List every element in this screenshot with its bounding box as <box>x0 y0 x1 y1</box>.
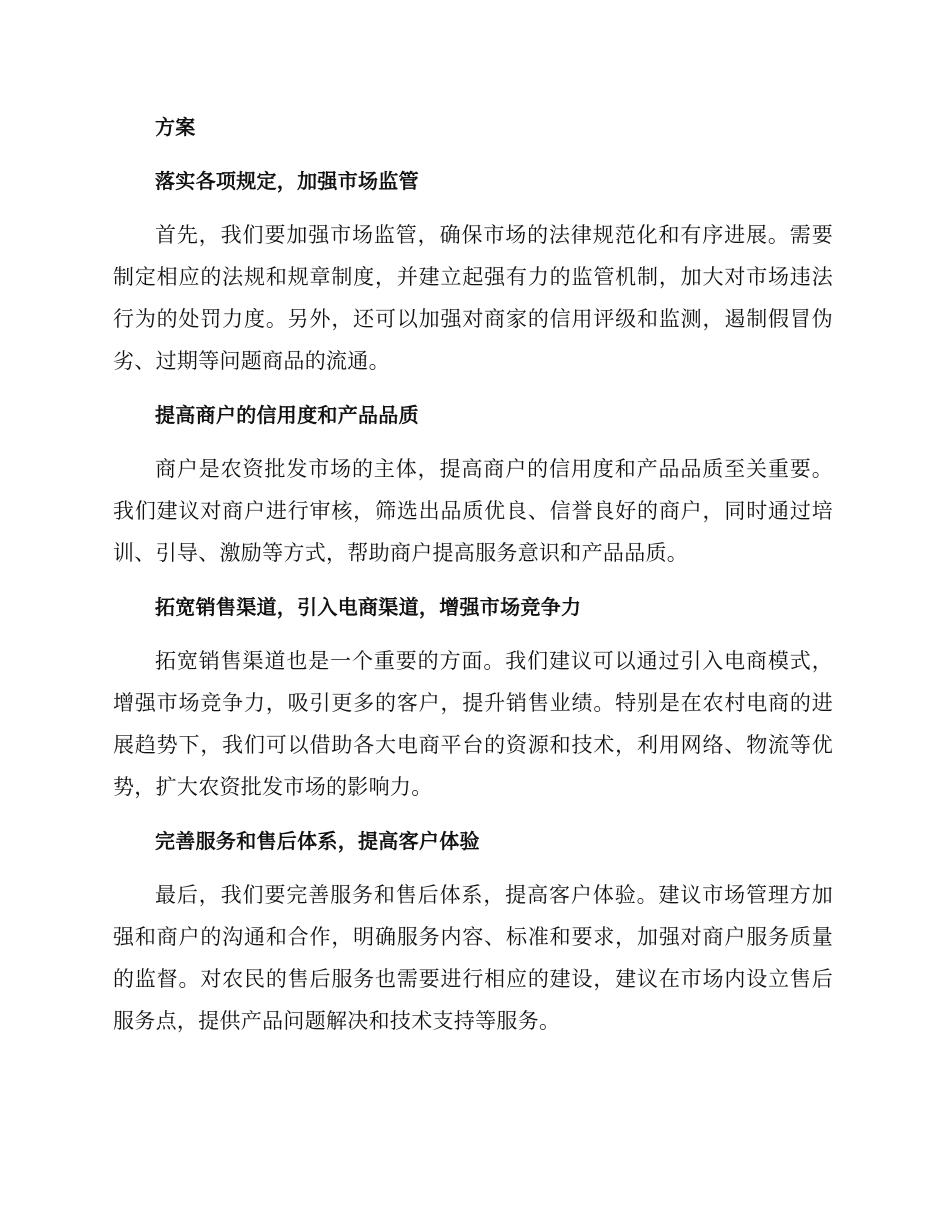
section-heading-1: 落实各项规定，加强市场监管 <box>155 169 419 193</box>
section-heading-3: 拓宽销售渠道，引入电商渠道，增强市场竞争力 <box>155 595 582 619</box>
section-paragraph-2: 商户是农资批发市场的主体，提高商户的信用度和产品品质至关重要。我们建议对商户进行审核，筛选出品质优良、信誉良好的商户，同时通过培训、引导、激励等方式，帮助商户提高服务意识和产品品质。 <box>113 457 833 565</box>
section-heading-2: 提高商户的信用度和产品品质 <box>155 403 419 427</box>
document-body <box>113 106 833 1042</box>
section-paragraph-1: 首先，我们要加强市场监管，确保市场的法律规范化和有序进展。需要制定相应的法规和规章制度，并建立起强有力的监管机制，加大对市场违法行为的处罚力度。另外，还可以加强对商家的信用评级和监测，遏制假冒伪劣、过期等问题商品的流通。 <box>113 223 833 373</box>
document-title: 方案 <box>155 115 196 139</box>
section-paragraph-3: 拓宽销售渠道也是一个重要的方面。我们建议可以通过引入电商模式，增强市场竞争力，吸引更多的客户，提升销售业绩。特别是在农村电商的进展趋势下，我们可以借助各大电商平台的资源和技术，利用网络、物流等优势，扩大农资批发市场的影响力。 <box>113 649 833 799</box>
section-paragraph-4: 最后，我们要完善服务和售后体系，提高客户体验。建议市场管理方加强和商户的沟通和合作，明确服务内容、标准和要求，加强对商户服务质量的监督。对农民的售后服务也需要进行相应的建设，建议在市场内设立售后服务点，提供产品问题解决和技术支持等服务。 <box>113 883 833 1033</box>
section-heading-4: 完善服务和售后体系，提高客户体验 <box>155 829 480 853</box>
